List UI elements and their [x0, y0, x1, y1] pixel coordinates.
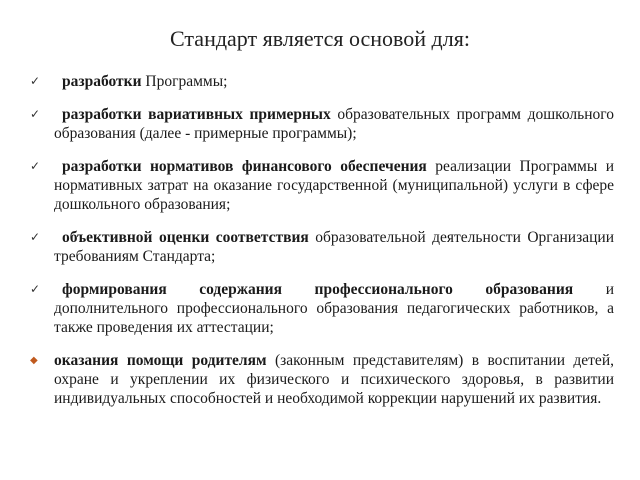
list-item-keyword: разработки вариативных примерных	[62, 106, 331, 123]
list-item	[30, 105, 614, 143]
list-item-description: реализации Программы и нормативных затрат на оказание государственной (муниципальной) услуги в сфере дошкольного образования;	[54, 158, 614, 213]
list-item-text	[54, 228, 614, 266]
list-item-keyword: разработки нормативов финансового обеспечения	[62, 158, 427, 175]
list-item-text	[54, 280, 614, 337]
slide-title: Стандарт является основой для:	[170, 26, 470, 51]
checkmark-bullet-icon: ✓	[30, 230, 41, 244]
list-item-description: (законным представителям) в воспитании детей, охране и укреплении их физического и психического здоровья, в развитии индивидуальных способностей и необходимой коррекции нарушений их развития.	[54, 352, 614, 407]
list-item-keyword: оказания помощи родителям	[54, 352, 267, 369]
list-item-text	[54, 105, 614, 143]
list-item-text	[54, 72, 614, 91]
checkmark-bullet-icon: ✓	[30, 159, 41, 173]
purpose-list	[30, 72, 614, 408]
list-item-text	[54, 157, 614, 214]
checkmark-bullet-icon: ✓	[30, 107, 41, 121]
list-item-description: образовательной деятельности Организации требованиям Стандарта;	[54, 229, 614, 265]
list-item-keyword: формирования содержания профессионального образования	[62, 281, 574, 298]
list-item-description: и дополнительного профессионального образования педагогических работников, а также проведения их аттестации;	[54, 281, 615, 336]
list-item	[30, 351, 614, 408]
diamond-bullet-icon: ◆	[30, 355, 38, 366]
list-item	[30, 280, 614, 337]
list-item	[30, 72, 614, 91]
list-item-description: образовательных программ дошкольного образования (далее - примерные программы);	[54, 106, 615, 142]
list-item-description: Программы;	[141, 73, 228, 90]
list-item	[30, 157, 614, 214]
list-item-keyword: разработки	[62, 73, 142, 90]
list-item-text	[54, 351, 614, 408]
list-item	[30, 228, 614, 266]
list-item-keyword: объективной оценки соответствия	[62, 229, 309, 246]
checkmark-bullet-icon: ✓	[30, 74, 41, 88]
checkmark-bullet-icon: ✓	[30, 282, 41, 296]
